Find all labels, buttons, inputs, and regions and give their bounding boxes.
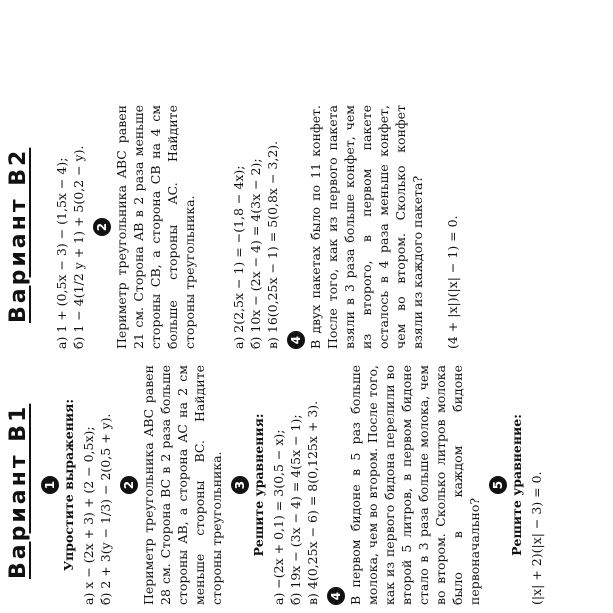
task-heading: Упростите выражения:	[61, 399, 76, 571]
variant-b2-column	[4, 105, 604, 349]
task-number-badge: 2	[120, 476, 138, 494]
task-text: В двух пакетах было по 11 конфет. После того, как из первого пакета взяли в 3 раза больше конфет, чем из второго, в первом пакете осталось в 4 раза меньше конфет, чем во втором. Сколько конфет взяли из каждого пакета?	[308, 105, 425, 349]
task-text: Периметр треугольника ABC равен 21 см. Сторона AB в 2 раза меньше стороны CB, а сторона CB на 4 см больше стороны AC. Найдите стороны треугольника.	[114, 105, 197, 349]
expression-item: б) 1 − 4(1/2 y + 1) + 5(0,2 − y).	[71, 145, 86, 349]
equation-item: б) 19x − (3x − 4) = 4(5x − 1);	[288, 414, 303, 605]
equation-item: а) −(2x + 0,1) = 3(0,5 − x);	[271, 429, 286, 605]
expression-item: б) 2 + 3(y − 1/3) − 2(0,5 + y).	[98, 413, 113, 605]
equation-item: б) 10x − (2x − 4) = 4(3x − 2);	[248, 158, 263, 349]
task-heading: Решите уравнения:	[251, 413, 266, 557]
task-number-badge: 4	[287, 331, 305, 349]
task-number-badge: 2	[93, 218, 111, 236]
expression-item: а) 1 + (0,5x − 3) − (1,5x − 4);	[54, 157, 69, 349]
task-text: Периметр треугольника ABC равен 28 см. Сторона BC в 2 раза больше стороны AB, а сторона AC на 2 см меньше стороны BC. Найдите стороны треугольника.	[141, 365, 224, 605]
worksheet-page	[0, 98, 613, 613]
equation-item: а) 2(2,5x − 1) = −(1,8 − 4x);	[231, 165, 246, 349]
task-number-badge: 4	[327, 587, 345, 605]
expression-item: а) x − (2x + 3) + (2 − 0,5x);	[81, 426, 96, 605]
variant-b1-column	[4, 365, 604, 605]
task-number-badge: 5	[489, 476, 507, 494]
task-heading: Решите уравнение:	[509, 414, 524, 556]
equation-item: в) 16(0,25x − 1) = 5(0,8x − 3,2).	[265, 140, 280, 349]
equation-item: (4 + |x|)(|x| − 1) = 0.	[445, 215, 460, 349]
task-text: В первом бидоне в 5 раз больше молока, чем во втором. После того, как из первого бидона перелили во второй 5 литров, в первом бидоне стало в 3 раза больше молока, чем во втором. Сколько литров молока было в каждом бидоне первоначально?	[348, 365, 482, 605]
equation-item: (|x| + 2)(|x| − 3) = 0.	[529, 471, 544, 605]
task-number-badge: 1	[41, 476, 59, 494]
task-number-badge: 3	[231, 476, 249, 494]
variant-b1-title: Вариант В1	[6, 403, 31, 579]
variant-b2-title: Вариант В2	[6, 147, 31, 323]
equation-item: в) 4(0,25x − 6) = 8(0,125x + 3).	[305, 400, 320, 605]
